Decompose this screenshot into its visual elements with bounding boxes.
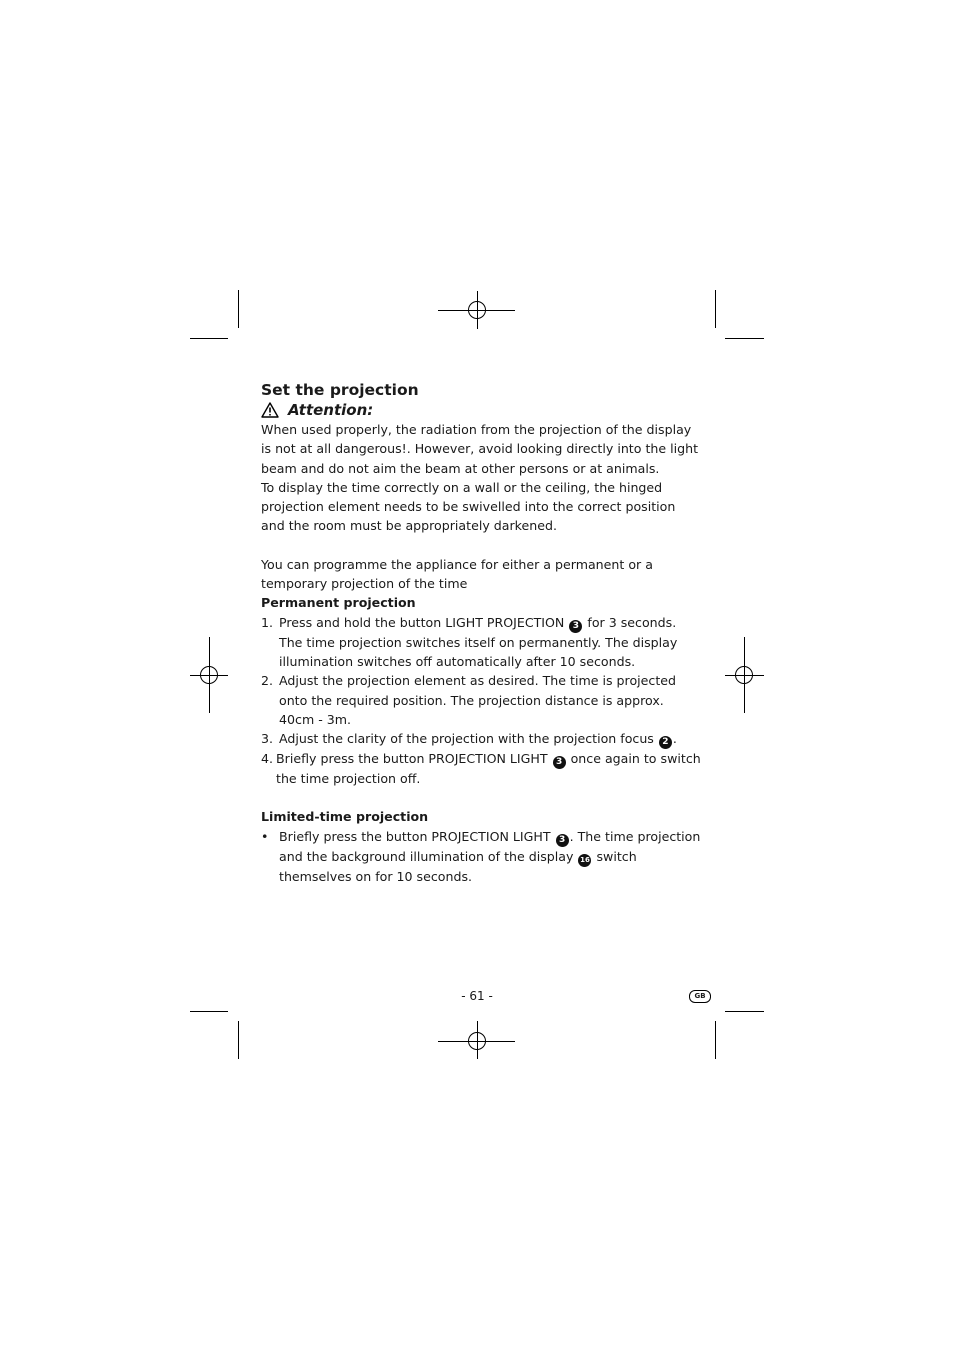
list-item: [261, 827, 701, 886]
reference-number: 16: [578, 854, 591, 867]
step-text-part: once again to switch the time projection off.: [276, 751, 701, 787]
bullet: •: [261, 828, 269, 844]
crop-mark: [238, 290, 239, 328]
section-title: Set the projection: [261, 381, 419, 399]
crop-mark: [190, 1011, 228, 1012]
step-text: Adjust the projection element as desired. The time is projected onto the required position. The projection distance is approx. 40cm - 3m.: [279, 673, 677, 727]
step-text-part: Adjust the clarity of the projection with the projection focus: [279, 731, 654, 747]
attention-label: Attention:: [288, 401, 374, 419]
intro-paragraph: When used properly, the radiation from the projection of the display is not at all dangerous!. However, avoid looking directly into the light beam and do not aim the beam at other persons or at animals.: [261, 422, 699, 476]
language-badge: GB: [689, 990, 711, 1003]
reference-number: 3: [553, 756, 566, 769]
step-number: 3.: [261, 731, 274, 747]
registration-circle: [468, 1032, 486, 1050]
limited-heading: Limited-time projection: [261, 809, 429, 825]
crop-mark: [715, 1021, 716, 1059]
step-text-part: Briefly press the button PROJECTION LIGHT: [276, 751, 548, 767]
step-text: [279, 613, 701, 672]
page-number: - 61 -: [461, 989, 493, 1003]
step-text: [279, 827, 701, 886]
programme-paragraph: You can programme the appliance for either a permanent or a temporary projection of the time: [261, 556, 653, 592]
reference-number: 3: [556, 834, 569, 847]
registration-circle: [468, 301, 486, 319]
page-content: [261, 380, 701, 886]
reference-number: 2: [659, 736, 672, 749]
step-text-part: for 3 seconds.: [587, 614, 677, 630]
step-text-part: . The time projection and the background illumination of the display: [279, 828, 701, 864]
warning-triangle-icon: [261, 402, 279, 418]
list-item: [261, 613, 701, 672]
permanent-heading: Permanent projection: [261, 595, 416, 611]
step-text-part: switch themselves on for 10 seconds.: [279, 848, 637, 884]
step-text-part: Press and hold the button LIGHT PROJECTION: [279, 614, 565, 630]
crop-mark: [190, 338, 228, 339]
step-number: 2.: [261, 673, 274, 689]
crop-mark: [725, 338, 764, 339]
list-item: [261, 729, 701, 749]
list-item: [261, 671, 701, 729]
registration-circle: [735, 666, 753, 684]
registration-circle: [200, 666, 218, 684]
step-text-part: Briefly press the button PROJECTION LIGHT: [279, 828, 551, 844]
attention-heading: [261, 400, 701, 420]
crop-mark: [238, 1021, 239, 1059]
intro-paragraph: To display the time correctly on a wall or the ceiling, the hinged projection element needs to be swivelled into the correct position and the room must be appropriately darkened.: [261, 479, 676, 534]
step-number: 4.: [261, 751, 274, 767]
step-text-part: The time projection switches itself on permanently. The display illumination switches off automatically after 10 seconds.: [279, 634, 678, 669]
crop-mark: [715, 290, 716, 328]
reference-number: 3: [569, 620, 582, 633]
list-item: [261, 749, 701, 788]
step-text: [279, 729, 677, 749]
step-text-part: .: [672, 731, 677, 747]
step-text: [276, 749, 701, 788]
step-number: 1.: [261, 614, 274, 630]
crop-mark: [725, 1011, 764, 1012]
